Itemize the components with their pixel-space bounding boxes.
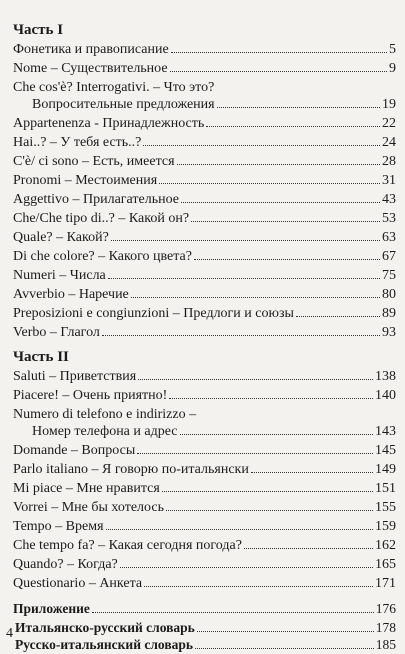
toc-entry-title: Verbo – Глагол: [13, 325, 100, 340]
toc-entry-title: Che/Che tipo di..? – Какой он?: [13, 211, 190, 226]
dot-leader: [166, 499, 373, 511]
toc-entry-page: 165: [375, 557, 396, 572]
toc-entry-page: 93: [382, 325, 396, 340]
toc-entry-page: 140: [375, 388, 396, 403]
toc-entry-title: Pronomi – Местоимения: [13, 173, 158, 188]
dot-leader: [143, 134, 380, 146]
toc-entry-page: 67: [382, 249, 396, 264]
dot-leader: [106, 518, 373, 530]
dot-leader: [206, 115, 380, 127]
toc-entry: [13, 499, 396, 517]
dot-leader: [170, 60, 387, 72]
toc-entry-title: Piacere! – Очень приятно!: [13, 388, 168, 403]
toc-entry: [13, 153, 396, 171]
toc-entry: [13, 324, 396, 342]
toc-entry-title: Фонетика и правописание: [13, 42, 169, 57]
toc-entry: [13, 442, 396, 460]
toc-entry-page: 138: [375, 369, 396, 384]
dot-leader: [131, 286, 380, 298]
toc-entry-title: Appartenenza - Принадлежность: [13, 116, 205, 131]
dot-leader: [244, 537, 373, 549]
toc-entry-title: Quando? – Когда?: [13, 557, 118, 572]
toc-entry-title: Номер телефона и адрес: [32, 424, 178, 439]
toc-entry-title: Che cos'è? Interrogativi. – Что это?: [13, 80, 215, 95]
dot-leader: [191, 210, 380, 222]
part-1-title: Часть I: [13, 22, 64, 38]
toc-entry: [13, 191, 396, 209]
toc-entry: [13, 267, 396, 285]
toc-entry-page: 149: [375, 462, 396, 477]
page-number: 4: [6, 626, 13, 641]
toc-entry: [13, 79, 396, 97]
dot-leader: [217, 96, 380, 108]
toc-entry-page: 22: [382, 116, 396, 131]
toc-entry-title: Numero di telefono e indirizzo –: [13, 407, 197, 422]
toc-entry-page: 9: [389, 61, 396, 76]
dot-leader: [144, 575, 373, 587]
toc-entry-page: 19: [382, 97, 396, 112]
toc-entry-title: Di che colore? – Какого цвета?: [13, 249, 192, 264]
dot-leader: [296, 305, 380, 317]
dot-leader: [181, 191, 380, 203]
toc-entry: [13, 41, 396, 59]
toc-entry: [13, 518, 396, 536]
toc-entry: [13, 480, 396, 498]
toc-entry-page: 63: [382, 230, 396, 245]
toc-entry: [32, 423, 396, 441]
dot-leader: [120, 556, 373, 568]
toc-entry-page: 162: [375, 538, 396, 553]
dot-leader: [138, 368, 373, 380]
toc-entry-title: Numeri – Числа: [13, 268, 106, 283]
toc-entry-title: Parlo italiano – Я говорю по-итальянски: [13, 462, 249, 477]
toc-entry-title: Вопросительные предложения: [32, 97, 215, 112]
dot-leader: [137, 442, 373, 454]
toc-entry-page: 155: [375, 500, 396, 515]
toc-entry-title: Nome – Существительное: [13, 61, 168, 76]
toc-entry-title: Приложение: [13, 601, 90, 616]
toc-entry-page: 176: [375, 601, 396, 616]
toc-entry-page: 89: [382, 306, 396, 321]
dot-leader: [171, 41, 387, 53]
toc-entry: [13, 229, 396, 247]
toc-entry: [13, 461, 396, 479]
toc-entry-page: 151: [375, 481, 396, 496]
toc-entry-page: 43: [382, 192, 396, 207]
toc-entry-page: 159: [375, 519, 396, 534]
toc-entry: [13, 248, 396, 266]
toc-entry: [13, 556, 396, 574]
toc-entry-title: Русско-итальянский словарь: [15, 637, 194, 652]
toc-entry-title: Preposizioni e congiunzioni – Предлоги и союзы: [13, 306, 294, 321]
toc-appendix-entry: [15, 619, 396, 637]
toc-entry: [13, 115, 396, 133]
toc-entry: [13, 406, 396, 424]
toc-entry: [13, 60, 396, 78]
toc-entry-title: Domande – Вопросы: [13, 443, 136, 458]
toc-entry-page: 24: [382, 135, 396, 150]
toc-appendix-entry: [13, 600, 396, 618]
toc-entry-page: 185: [375, 637, 396, 652]
toc-entry-page: 145: [375, 443, 396, 458]
toc-entry-page: 171: [375, 576, 396, 591]
dot-leader: [251, 461, 373, 473]
dot-leader: [111, 229, 380, 241]
part-2-title: Часть II: [13, 349, 69, 365]
dot-leader: [195, 637, 374, 649]
toc-entry-title: Aggettivo – Прилагательное: [13, 192, 179, 207]
dot-leader: [102, 324, 380, 336]
toc-entry-page: 5: [389, 42, 396, 57]
toc-entry-page: 75: [382, 268, 396, 283]
dot-leader: [180, 423, 373, 435]
toc-entry-title: Saluti – Приветствия: [13, 369, 137, 384]
toc-entry: [13, 134, 396, 152]
dot-leader: [177, 153, 380, 165]
dot-leader: [197, 620, 374, 632]
toc-entry-title: Che tempo fa? – Какая сегодня погода?: [13, 538, 242, 553]
toc-entry: [13, 387, 396, 405]
toc-appendix-entry: [15, 636, 396, 654]
toc-entry-page: 53: [382, 211, 396, 226]
toc-entry-title: Hai..? – У тебя есть..?: [13, 135, 142, 150]
dot-leader: [92, 601, 374, 613]
toc-entry-title: Mi piace – Мне нравится: [13, 481, 160, 496]
dot-leader: [169, 387, 373, 399]
dot-leader: [194, 248, 380, 260]
toc-entry: [13, 575, 396, 593]
dot-leader: [159, 172, 380, 184]
toc-entry-title: Vorrei – Мне бы хотелось: [13, 500, 164, 515]
toc-entry-page: 28: [382, 154, 396, 169]
dot-leader: [162, 480, 373, 492]
toc-entry-title: Quale? – Какой?: [13, 230, 109, 245]
toc-entry: [32, 96, 396, 114]
toc-entry: [13, 172, 396, 190]
toc-entry-page: 80: [382, 287, 396, 302]
toc-entry-title: Questionario – Анкета: [13, 576, 143, 591]
toc-entry-page: 143: [375, 424, 396, 439]
toc-entry: [13, 537, 396, 555]
toc-entry: [13, 305, 396, 323]
toc-entry-page: 178: [375, 620, 396, 635]
toc-entry-title: Tempo – Время: [13, 519, 104, 534]
toc-entry: [13, 210, 396, 228]
dot-leader: [108, 267, 380, 279]
toc-entry-title: Avverbio – Наречие: [13, 287, 129, 302]
toc-entry-title: Итальянско-русский словарь: [15, 620, 195, 635]
toc-entry-page: 31: [382, 173, 396, 188]
toc-entry: [13, 368, 396, 386]
toc-entry-title: C'è/ ci sono – Есть, имеется: [13, 154, 175, 169]
toc-entry: [13, 286, 396, 304]
